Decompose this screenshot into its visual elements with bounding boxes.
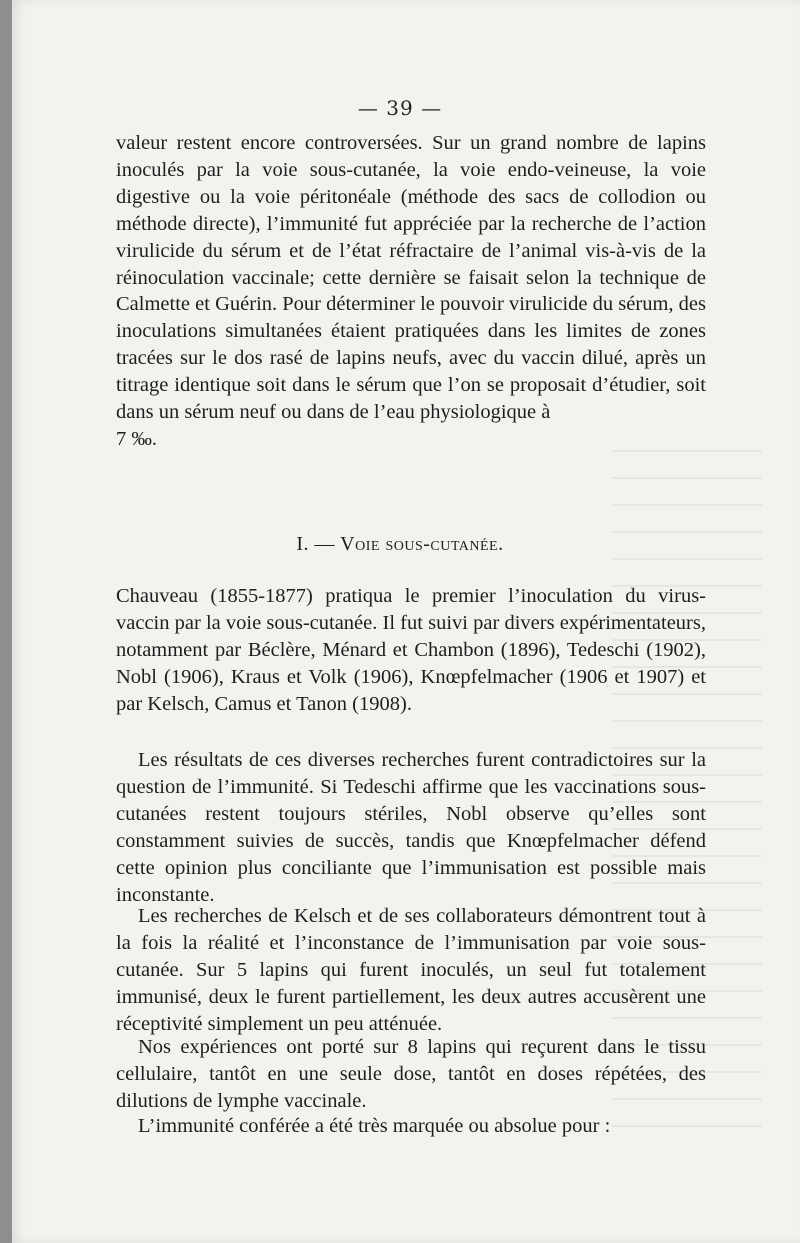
section-heading: I. — Voie sous-cutanée. bbox=[296, 533, 504, 555]
page-number: — 39 — bbox=[357, 96, 443, 120]
paragraph-5: Nos expériences ont porté sur 8 lapins qui reçurent dans le tissu cellulaire, tantôt en une seule dose, tantôt en doses répétées, des dilutions de lymphe vaccinale. bbox=[116, 1036, 706, 1112]
paragraph-1-text: valeur restent encore controversées. Sur un grand nombre de lapins inoculés par la voie sous-cutanée, la voie endo-veineuse, la voie digestive ou la voie péritonéale (méthode des sacs de collodion ou méthode directe), l’immunité fut appréciée par la recherche de l’action virulicide du sérum et de l’état réfractaire de l’animal vis-à-vis de la réinoculation vaccinale; cette dernière se faisait selon la technique de Calmette et Guérin. Pour déterminer le pouvoir virulicide du sérum, des inoculations simultanées étaient pratiquées dans les limites de zones tracées sur le dos rasé de lapins neufs, avec du vaccin dilué, après un titrage identique soit dans le sérum que l’on se proposait d’étudier, soit dans un sérum neuf ou dans de l’eau physiologique à bbox=[116, 132, 706, 424]
paragraph-1-end: 7 ‰. bbox=[116, 427, 157, 450]
paragraph-1 bbox=[116, 130, 706, 453]
paragraph-3: Les résultats de ces diverses recherches furent contradictoires sur la question de l’immunité. Si Tedeschi affirme que les vaccinations sous-cutanées restent toujours stériles, Nobl observe qu’elles sont constamment suivies de succès, tandis que Knœpfelmacher défend cette opinion plus conciliante que l’immunisation est possible mais inconstante. bbox=[116, 749, 706, 906]
paragraph-6: L’immunité conférée a été très marquée ou absolue pour : bbox=[138, 1115, 611, 1137]
paragraph-4: Les recherches de Kelsch et de ses collaborateurs démontrent tout à la fois la réalité et l’inconstance de l’immunisation par voie sous-cutanée. Sur 5 lapins qui furent inoculés, un seul fut totalement immunisé, deux le furent partiellement, les deux autres accusèrent une réceptivité simplement un peu atténuée. bbox=[116, 905, 706, 1035]
paragraph-2: Chauveau (1855-1877) pratiqua le premier l’inoculation du virus-vaccin par la voie sous-cutanée. Il fut suivi par divers expérimentateurs, notamment par Béclère, Ménard et Chambon (1896), Tedeschi (1902), Nobl (1906), Kraus et Volk (1906), Knœpfelmacher (1906 et 1907) et par Kelsch, Camus et Tanon (1908). bbox=[116, 585, 706, 715]
